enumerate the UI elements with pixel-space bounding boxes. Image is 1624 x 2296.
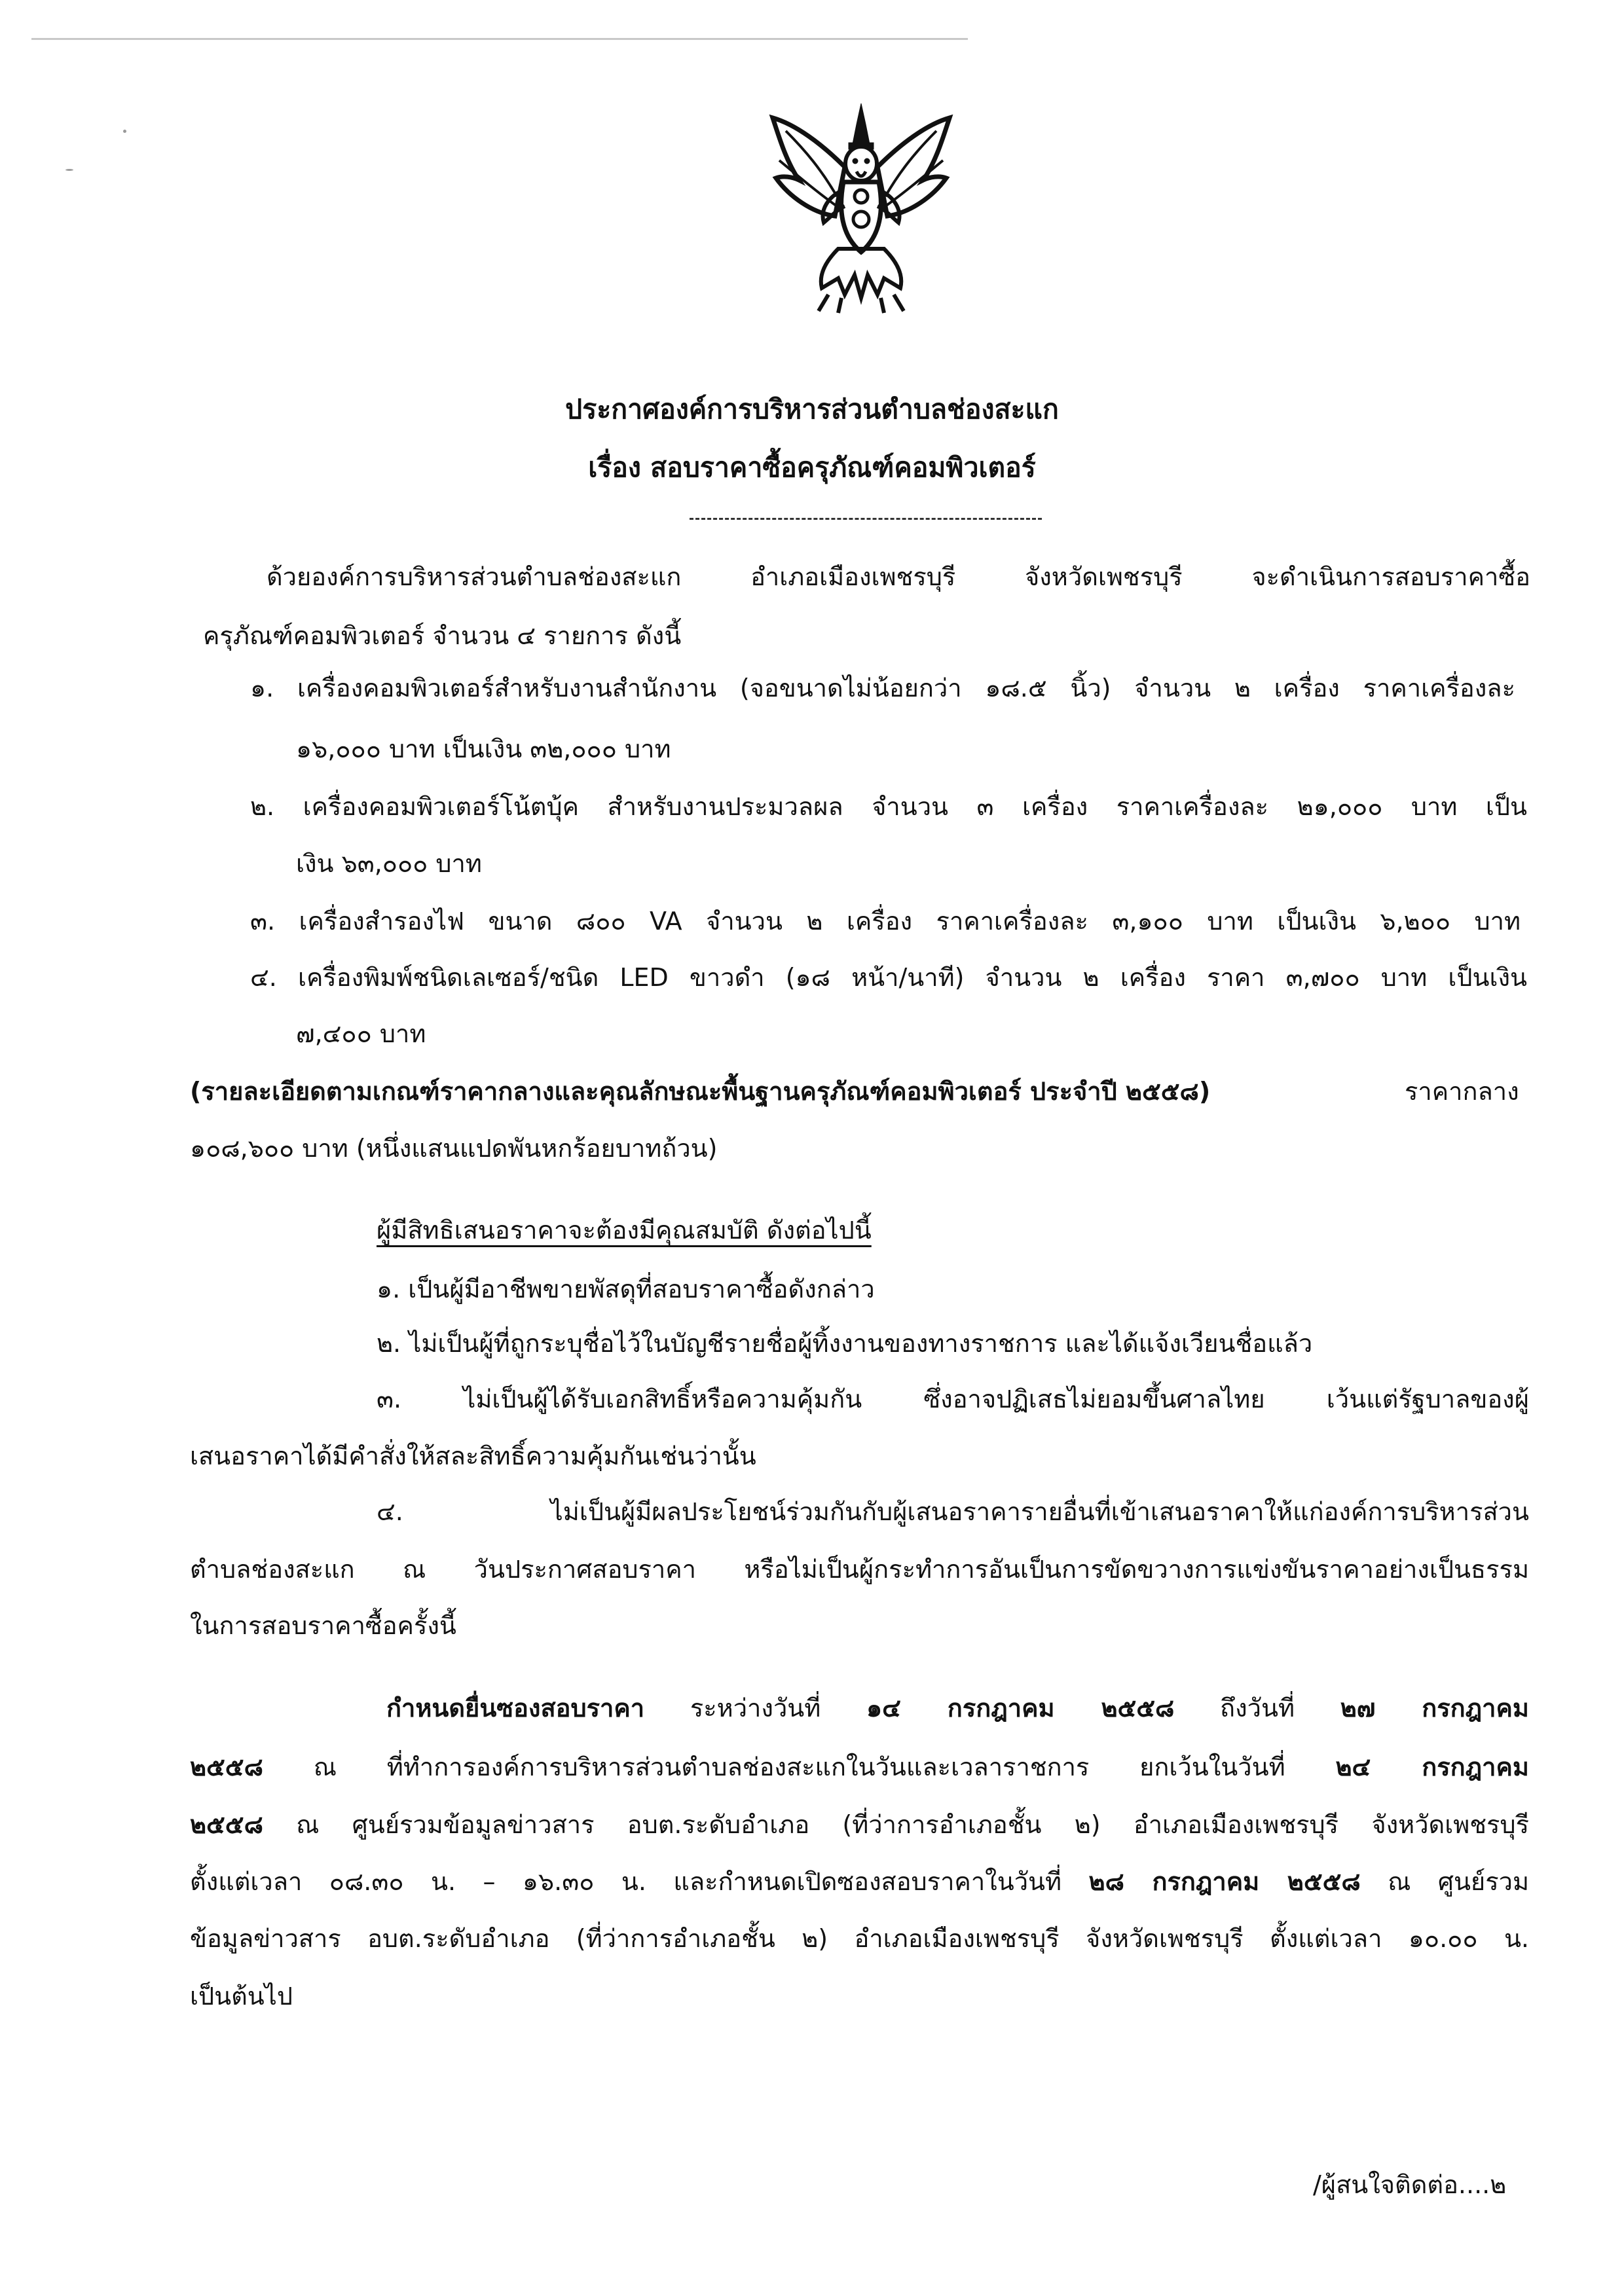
submission-line-6: เป็นต้นไป <box>190 1982 293 2011</box>
submission-end-date: ๒๗ กรกฎาคม <box>1340 1694 1529 1722</box>
median-price-line-2: ๑๐๘,๖๐๐ บาท (หนึ่งแสนแปดพันหกร้อยบาทถ้วน) <box>190 1134 718 1163</box>
text-span: ณ ศูนย์รวมข้อมูลข่าวสาร อบต.ระดับอำเภอ (ที่ว่าการอำเภอชั้น ๒) อำเภอเมืองเพชรบุรี จังหวัดเพชรบุรี <box>263 1810 1529 1839</box>
intro-line-1: ด้วยองค์การบริหารส่วนตำบลช่องสะแก อำเภอเมืองเพชรบุรี จังหวัดเพชรบุรี จะดำเนินการสอบราคาซื้อ <box>267 562 1530 591</box>
text-span: ณ ที่ทำการองค์การบริหารส่วนตำบลช่องสะแกในวันและเวลาราชการ ยกเว้นในวันที่ <box>263 1753 1336 1781</box>
qualification-4-line-3: ในการสอบราคาซื้อครั้งนี้ <box>190 1611 456 1640</box>
text-span: ระหว่างวันที่ <box>644 1694 867 1722</box>
continued-page-note: /ผู้สนใจติดต่อ....๒ <box>1313 2170 1507 2199</box>
scan-speck <box>65 169 73 171</box>
item-3-line-1: ๓. เครื่องสำรองไฟ ขนาด ๘๐๐ VA จำนวน ๒ เครื่อง ราคาเครื่องละ ๓,๑๐๐ บาท เป็นเงิน ๖,๒๐๐ บาท <box>250 907 1521 936</box>
qualifications-heading: ผู้มีสิทธิเสนอราคาจะต้องมีคุณสมบัติ ดังต่อไปนี้ <box>377 1216 872 1245</box>
item-4-line-2: ๗,๔๐๐ บาท <box>296 1019 426 1048</box>
qualification-3-line-1: ๓. ไม่เป็นผู้ได้รับเอกสิทธิ์หรือความคุ้มกัน ซึ่งอาจปฏิเสธไม่ยอมขึ้นศาลไทย เว้นแต่รัฐบาลของผู้ <box>377 1385 1529 1413</box>
intro-line-2: ครุภัณฑ์คอมพิวเตอร์ จำนวน ๔ รายการ ดังนี้ <box>203 621 682 650</box>
median-price-line-1 <box>190 1079 1210 1104</box>
submission-line-3 <box>190 1812 1529 1837</box>
scan-speck <box>123 130 126 133</box>
text-span: ตั้งแต่เวลา ๐๘.๓๐ น. – ๑๖.๓๐ น. และกำหนดเปิดซองสอบราคาในวันที่ <box>190 1867 1089 1896</box>
exception-year: ๒๕๕๘ <box>190 1810 263 1839</box>
qualification-4-line-2: ตำบลช่องสะแก ณ วันประกาศสอบราคา หรือไม่เป็นผู้กระทำการอันเป็นการขัดขวางการแข่งขันราคาอย่างเป็นธรรม <box>190 1555 1529 1584</box>
opening-date: ๒๘ กรกฎาคม ๒๕๕๘ <box>1088 1867 1361 1896</box>
text-span: ณ ศูนย์รวม <box>1360 1867 1529 1896</box>
title-dashed-divider <box>690 518 1042 520</box>
text-span: ถึงวันที่ <box>1174 1694 1340 1722</box>
scan-top-rule <box>31 38 968 40</box>
median-price-label: ราคากลาง <box>1405 1077 1519 1106</box>
qualification-2: ๒. ไม่เป็นผู้ที่ถูกระบุชื่อไว้ในบัญชีรายชื่อผู้ทิ้งงานของทางราชการ และได้แจ้งเวียนชื่อแล้ว <box>377 1329 1313 1358</box>
median-price-reference: (รายละเอียดตามเกณฑ์ราคากลางและคุณลักษณะพื้นฐานครุภัณฑ์คอมพิวเตอร์ ประจำปี ๒๕๕๘) <box>190 1077 1211 1106</box>
exception-date: ๒๔ กรกฎาคม <box>1335 1753 1529 1781</box>
qualification-1: ๑. เป็นผู้มีอาชีพขายพัสดุที่สอบราคาซื้อดังกล่าว <box>377 1275 875 1303</box>
submission-line-5: ข้อมูลข่าวสาร อบต.ระดับอำเภอ (ที่ว่าการอำเภอชั้น ๒) อำเภอเมืองเพชรบุรี จังหวัดเพชรบุรี ตั้งแต่เวลา ๑๐.๐๐ น. <box>190 1924 1529 1953</box>
announcement-subject-title: เรื่อง สอบราคาซื้อครุภัณฑ์คอมพิวเตอร์ <box>588 452 1036 483</box>
qualification-3-line-2: เสนอราคาได้มีคำสั่งให้สละสิทธิ์ความคุ้มกันเช่นว่านั้น <box>190 1442 756 1470</box>
qualification-4-line-1: ๔. ไม่เป็นผู้มีผลประโยชน์ร่วมกันกับผู้เสนอราคารายอื่นที่เข้าเสนอราคาให้แก่องค์การบริหารส่วน <box>377 1497 1529 1526</box>
item-1-line-2: ๑๖,๐๐๐ บาท เป็นเงิน ๓๒,๐๐๐ บาท <box>296 735 671 763</box>
submission-line-4 <box>190 1869 1529 1894</box>
item-2-line-1: ๒. เครื่องคอมพิวเตอร์โน้ตบุ้ค สำหรับงานประมวลผล จำนวน ๓ เครื่อง ราคาเครื่องละ ๒๑,๐๐๐ บาท เป็น <box>250 792 1527 821</box>
submission-line-2 <box>190 1755 1529 1779</box>
submission-end-year: ๒๕๕๘ <box>190 1753 263 1781</box>
item-1-line-1: ๑. เครื่องคอมพิวเตอร์สำหรับงานสำนักงาน (จอขนาดไม่น้อยกว่า ๑๘.๕ นิ้ว) จำนวน ๒ เครื่อง ราคาเครื่องละ <box>250 674 1515 702</box>
item-4-line-1: ๔. เครื่องพิมพ์ชนิดเลเซอร์/ชนิด LED ขาวดำ (๑๘ หน้า/นาที) จำนวน ๒ เครื่อง ราคา ๓,๗๐๐ บาท เป็นเงิน <box>250 963 1527 992</box>
garuda-emblem-icon <box>760 98 963 314</box>
announcement-org-title: ประกาศองค์การบริหารส่วนตำบลช่องสะแก <box>565 393 1059 425</box>
submission-label: กำหนดยื่นซองสอบราคา <box>386 1694 645 1722</box>
submission-start-date: ๑๔ กรกฎาคม ๒๕๕๘ <box>866 1694 1175 1722</box>
submission-line-1 <box>386 1696 1529 1721</box>
item-2-line-2: เงิน ๖๓,๐๐๐ บาท <box>296 849 482 878</box>
